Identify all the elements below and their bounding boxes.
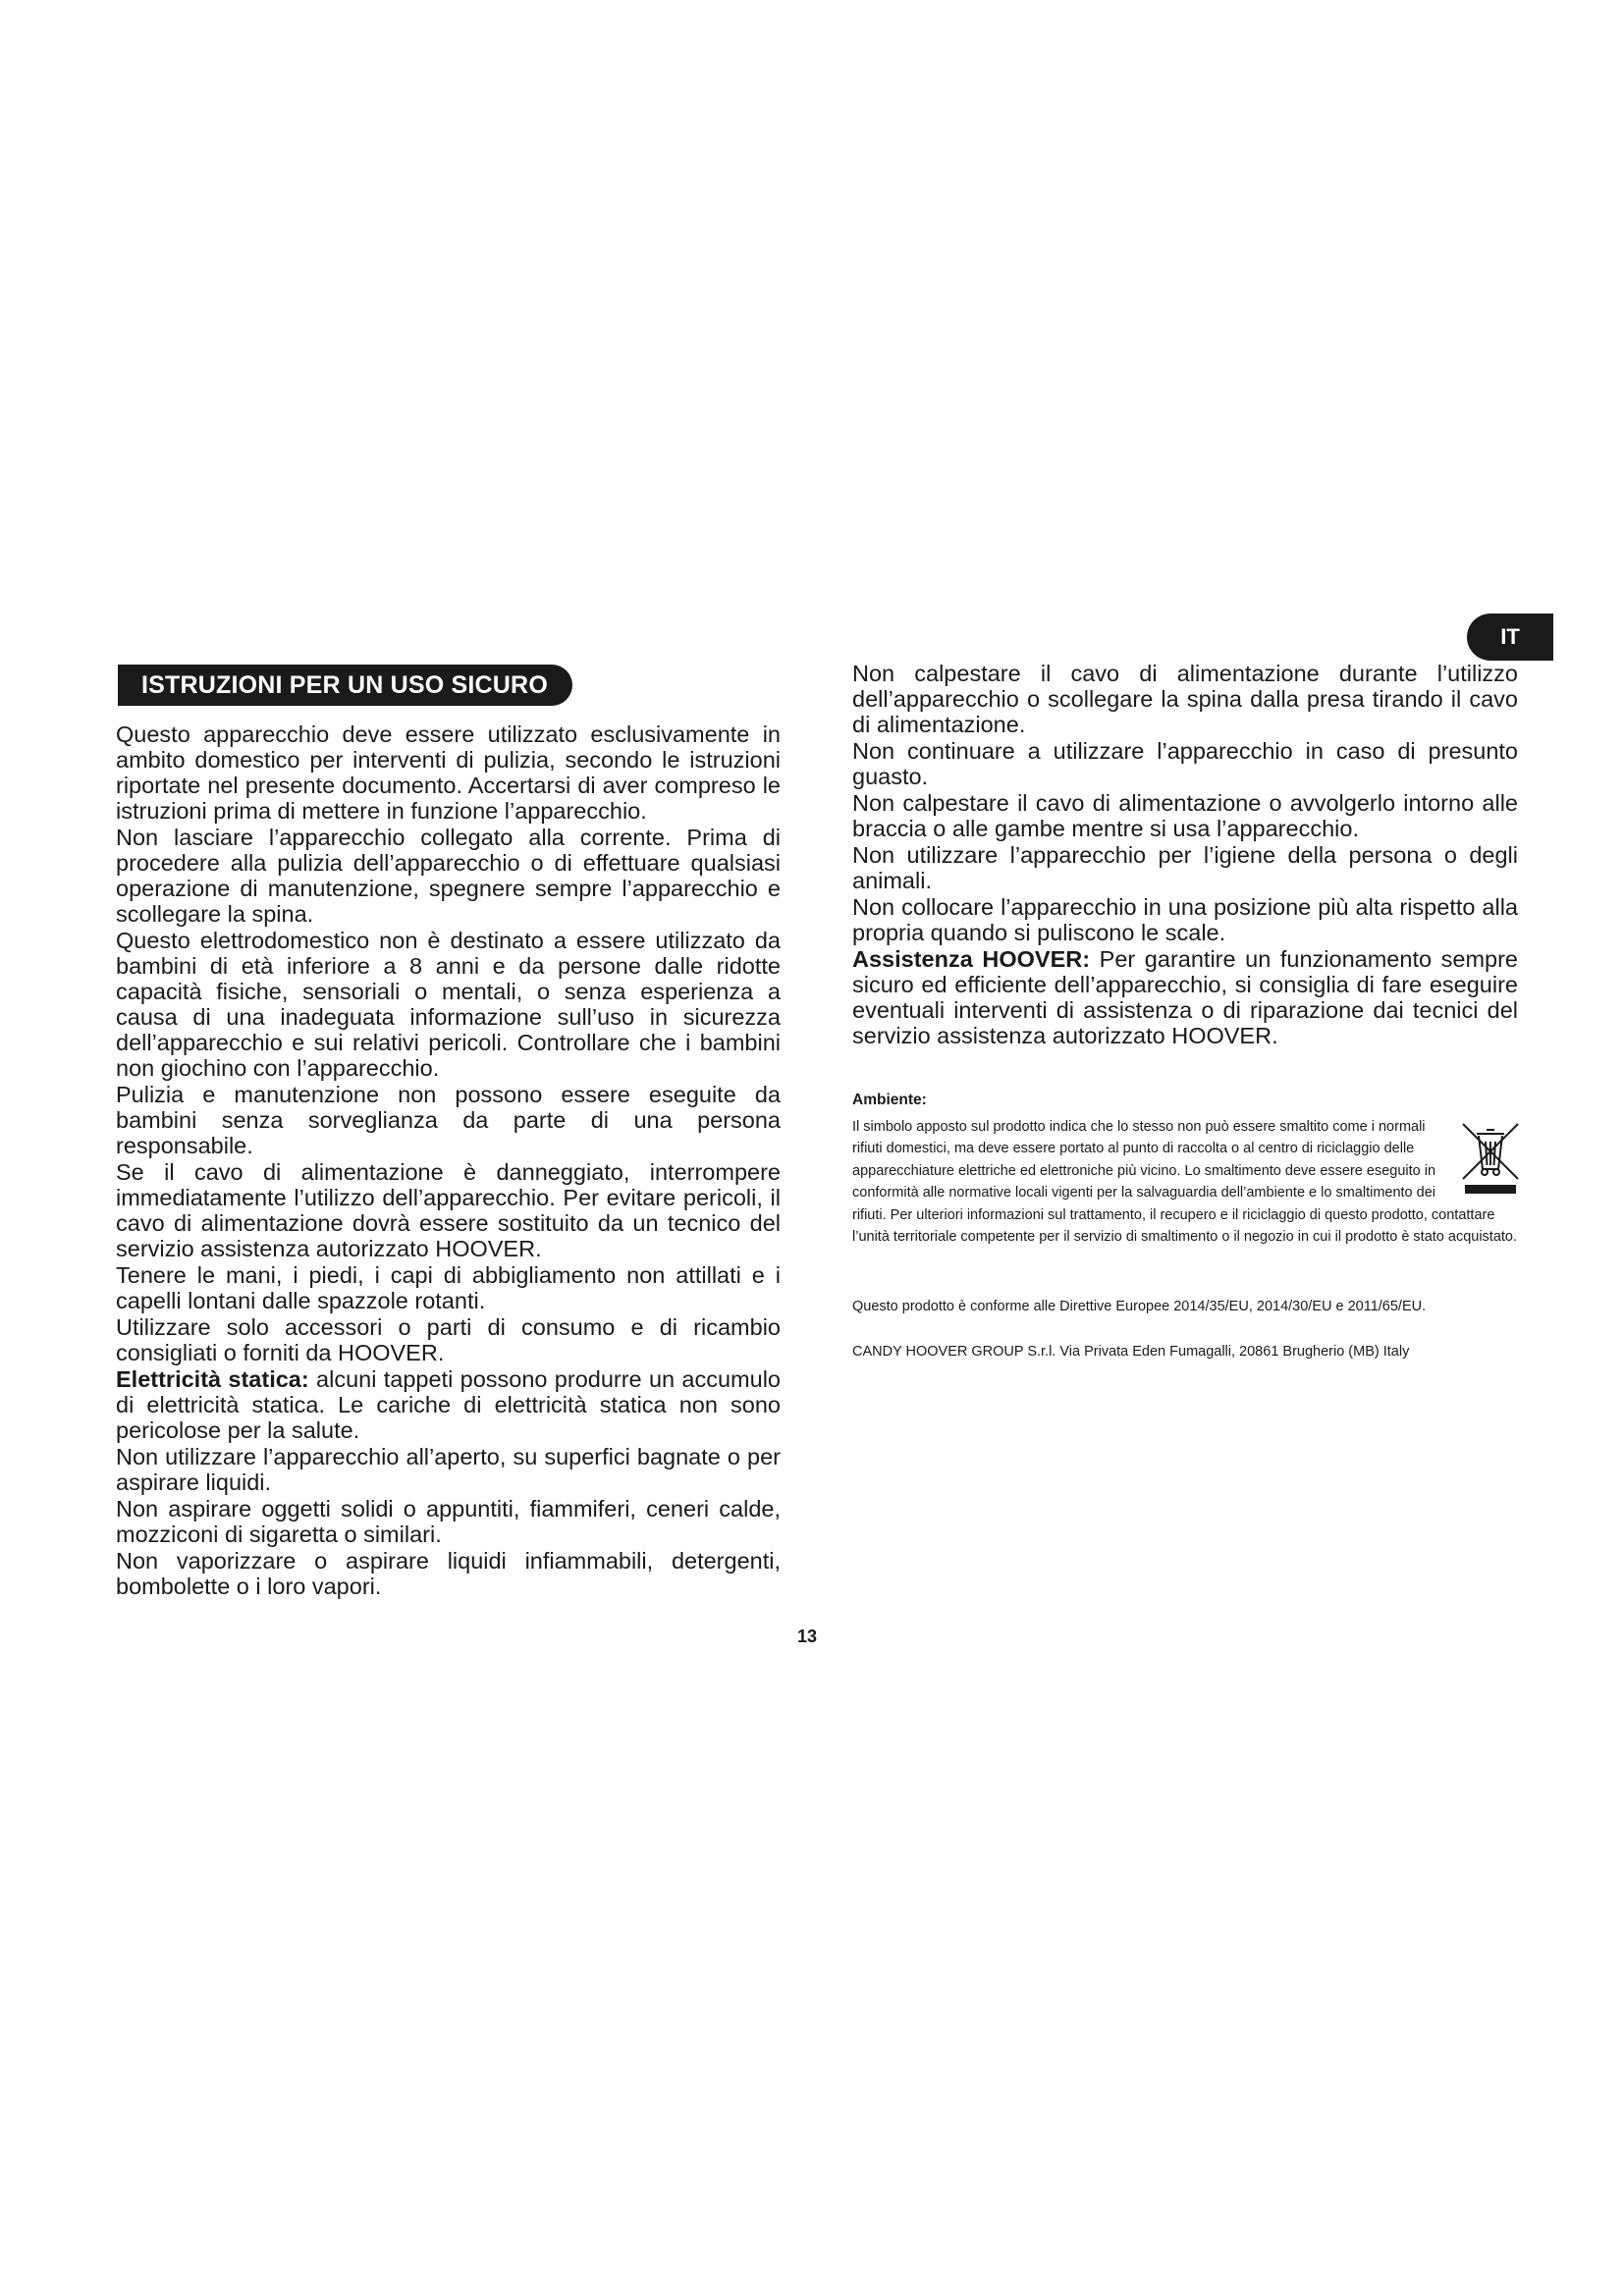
safety-paragraph: Questo elettrodomestico non è destinato a essere utilizzato da bambini di età inferiore a 8 anni e da persone dalle ridotte capacità fisiche, sensoriali o mentali, o senza esperienza a causa di una inadeguata informazione sull’uso in sicurezza dell’apparecchio e sui relativi pericoli. Controllare che i bambini non giochino con l’apparecchio. bbox=[116, 928, 781, 1081]
safety-paragraph: Non collocare l’apparecchio in una posizione più alta rispetto alla propria quando si puliscono le scale. bbox=[852, 894, 1518, 945]
safety-paragraph: Non utilizzare l’apparecchio per l’igiene della persona o degli animali. bbox=[852, 842, 1518, 893]
environment-text: Il simbolo apposto sul prodotto indica che lo stesso non può essere smaltito come i normali rifiuti domestici, ma deve essere portato al punto di raccolta o al centro di riciclaggio delle apparecchiature elettriche ed elettroniche più vicino. Lo smaltimento deve essere eseguito in conformità alle normative locali vigenti per la salvaguardia dell’ambiente e lo smaltimento dei rifiuti. Per ulteriori informazioni sul trattamento, il recupero e il riciclaggio di questo prodotto, contattare l’unità territoriale competente per il servizio di smaltimento o il negozio in cui il prodotto è stato acquistato. bbox=[852, 1118, 1518, 1245]
safety-paragraph: Tenere le mani, i piedi, i capi di abbigliamento non attillati e i capelli lontani dalle spazzole rotanti. bbox=[116, 1262, 781, 1313]
static-electricity-paragraph: Elettricità statica: alcuni tappeti possono produrre un accumulo di elettricità statica. Le cariche di elettricità statica non sono pericolose per la salute. bbox=[116, 1366, 781, 1443]
left-column bbox=[116, 721, 781, 1600]
language-badge: IT bbox=[1467, 614, 1553, 661]
safety-paragraph: Non calpestare il cavo di alimentazione o avvolgerlo intorno alle braccia o alle gambe mentre si usa l’apparecchio. bbox=[852, 790, 1518, 841]
safety-paragraph: Non calpestare il cavo di alimentazione durante l’utilizzo dell’apparecchio o scollegare la spina dalla presa tirando il cavo di alimentazione. bbox=[852, 661, 1518, 737]
safety-paragraph: Non continuare a utilizzare l’apparecchio in caso di presunto guasto. bbox=[852, 738, 1518, 789]
paragraph-lead: Elettricità statica: bbox=[116, 1366, 309, 1392]
company-address: CANDY HOOVER GROUP S.r.l. Via Privata Eden Fumagalli, 20861 Brugherio (MB) Italy bbox=[852, 1344, 1410, 1360]
safety-paragraph: Questo apparecchio deve essere utilizzato esclusivamente in ambito domestico per interventi di pulizia, secondo le istruzioni riportate nel presente documento. Accertarsi di aver compreso le istruzioni prima di mettere in funzione l’apparecchio. bbox=[116, 721, 781, 824]
safety-paragraph: Pulizia e manutenzione non possono essere eseguite da bambini senza sorveglianza da parte di una persona responsabile. bbox=[116, 1082, 781, 1158]
safety-paragraph: Utilizzare solo accessori o parti di consumo e di ricambio consigliati o forniti da HOOVER. bbox=[116, 1314, 781, 1365]
environment-section bbox=[852, 1090, 1532, 1249]
safety-paragraph: Non vaporizzare o aspirare liquidi infiammabili, detergenti, bombolette o i loro vapori. bbox=[116, 1548, 781, 1599]
section-title: ISTRUZIONI PER UN USO SICURO bbox=[118, 665, 572, 706]
right-column bbox=[852, 661, 1518, 1049]
page-number: 13 bbox=[797, 1627, 818, 1646]
safety-paragraph: Non lasciare l’apparecchio collegato alla corrente. Prima di procedere alla pulizia dell’apparecchio o di effettuare qualsiasi operazione di manutenzione, spegnere sempre l’apparecchio e scollegare la spina. bbox=[116, 825, 781, 927]
safety-paragraph: Non utilizzare l’apparecchio all’aperto, su superfici bagnate o per aspirare liquidi. bbox=[116, 1444, 781, 1495]
paragraph-lead: Assistenza HOOVER: bbox=[852, 946, 1091, 972]
weee-crossed-bin-icon bbox=[1459, 1120, 1522, 1195]
environment-title: Ambiente: bbox=[852, 1092, 927, 1108]
compliance-text: Questo prodotto è conforme alle Direttive Europee 2014/35/EU, 2014/30/EU e 2011/65/EU. bbox=[852, 1299, 1427, 1314]
safety-paragraph: Se il cavo di alimentazione è danneggiato, interrompere immediatamente l’utilizzo dell’apparecchio. Per evitare pericoli, il cavo di alimentazione dovrà essere sostituito da un tecnico del servizio assistenza autorizzato HOOVER. bbox=[116, 1159, 781, 1261]
service-paragraph: Assistenza HOOVER: Per garantire un funzionamento sempre sicuro ed efficiente dell’apparecchio, si consiglia di fare eseguire eventuali interventi di assistenza o di riparazione dai tecnici del servizio assistenza autorizzato HOOVER. bbox=[852, 946, 1518, 1048]
safety-paragraph: Non aspirare oggetti solidi o appuntiti, fiammiferi, ceneri calde, mozziconi di sigaretta o similari. bbox=[116, 1496, 781, 1547]
